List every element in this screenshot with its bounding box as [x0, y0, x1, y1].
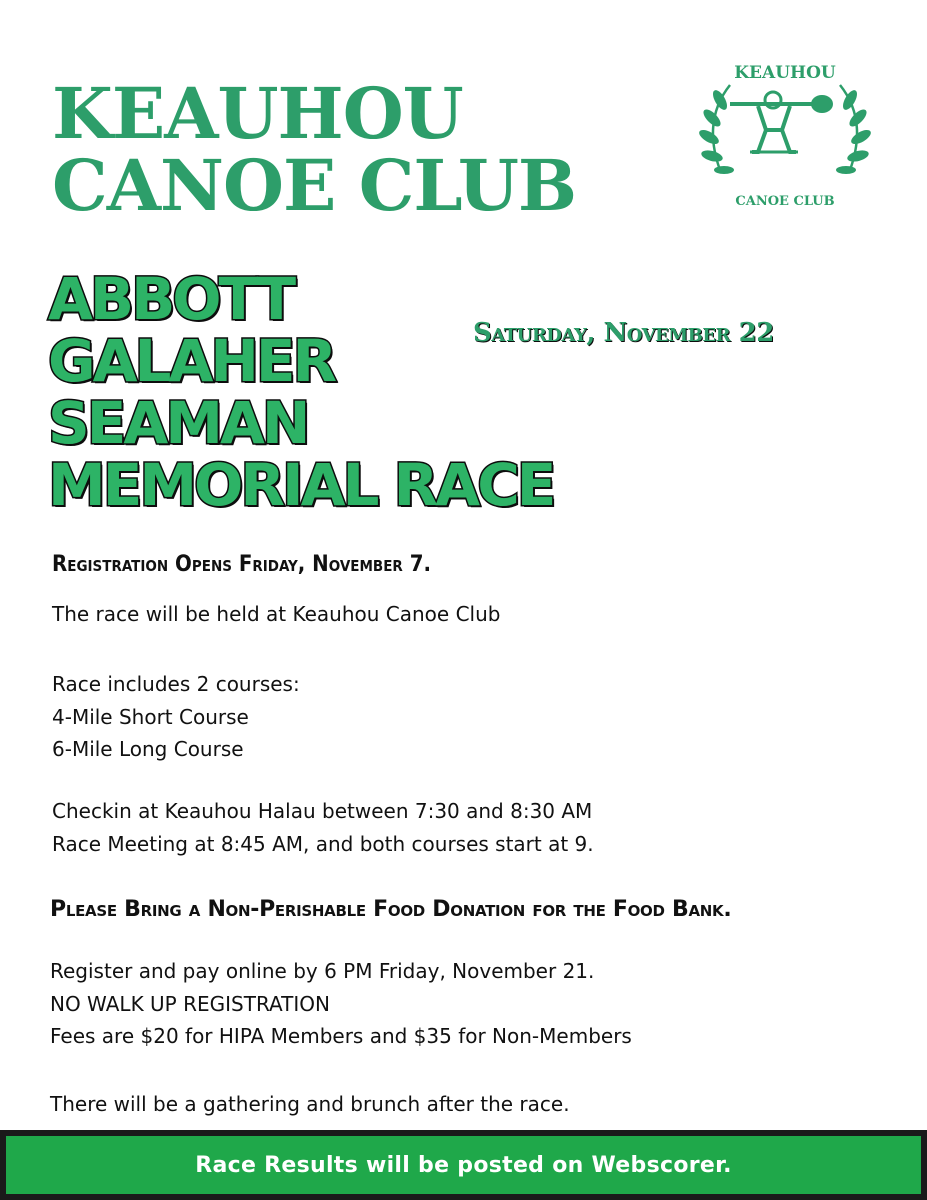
registration-deadline: Register and pay online by 6 PM Friday, November 21.: [50, 959, 595, 983]
logo-bottom-text: CANOE CLUB: [735, 194, 835, 209]
location-text: The race will be held at Keauhou Canoe Club: [52, 602, 501, 626]
food-donation-note: Please Bring a Non-Perishable Food Donation for the Food Bank.: [50, 897, 732, 922]
race-name-line3: SEAMAN: [48, 389, 308, 457]
race-name-line1: ABBOTT: [48, 265, 294, 333]
footer-text: Race Results will be posted on Webscorer.: [195, 1152, 732, 1178]
checkin-text: Checkin at Keauhou Halau between 7:30 and 8:30 AM: [52, 799, 593, 823]
brunch-text: There will be a gathering and brunch after the race.: [50, 1092, 570, 1116]
location-block: [52, 598, 500, 631]
club-logo: [690, 60, 880, 220]
registration-block: [50, 955, 632, 1053]
course-long: 6-Mile Long Course: [52, 737, 244, 761]
course-short: 4-Mile Short Course: [52, 704, 249, 729]
club-title-line1: KEAUHOU: [52, 72, 463, 155]
meeting-text: Race Meeting at 8:45 AM, and both courses start at 9.: [52, 831, 594, 856]
courses-intro: Race includes 2 courses:: [52, 672, 300, 696]
race-name-line2: GALAHER: [48, 327, 335, 395]
fees-text: Fees are $20 for HIPA Members and $35 for Non-Members: [50, 1024, 632, 1048]
courses-block: [52, 668, 300, 766]
race-name: [48, 265, 554, 519]
registration-opens: Registration Opens Friday, November 7.: [52, 552, 431, 577]
club-title-line2: CANOE CLUB: [52, 144, 577, 227]
footer-banner-inner: [6, 1136, 921, 1194]
footer-banner: [0, 1130, 927, 1200]
paddler-logo-icon: [690, 60, 880, 220]
club-title: [52, 72, 577, 227]
race-name-line4: MEMORIAL RACE: [48, 451, 554, 519]
logo-top-text: KEAUHOU: [734, 63, 836, 83]
race-date: Saturday, November 22: [473, 318, 774, 348]
no-walkup-text: NO WALK UP REGISTRATION: [50, 991, 330, 1016]
schedule-block: [52, 795, 594, 860]
